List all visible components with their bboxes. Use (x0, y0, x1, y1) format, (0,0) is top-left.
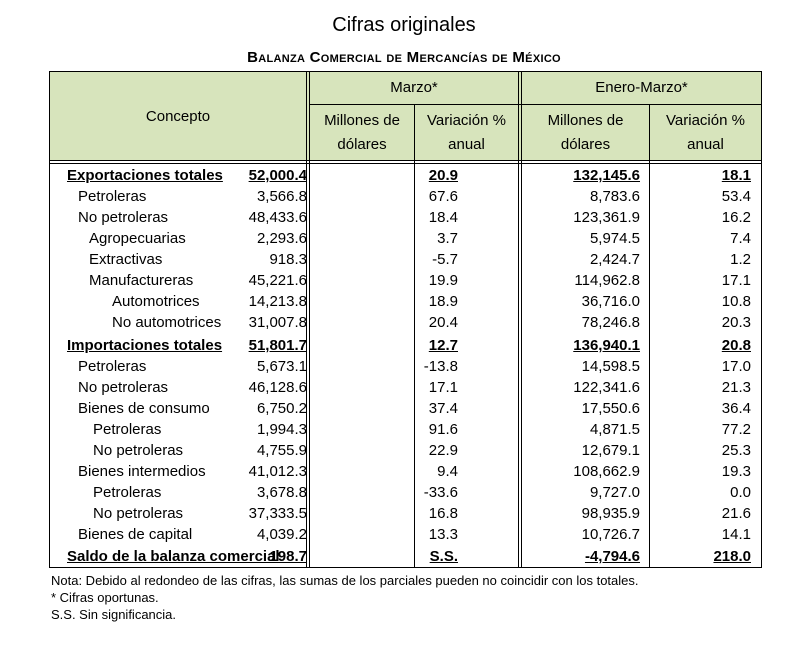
cell-em-millones: 136,940.1 (573, 337, 640, 354)
cell-marzo-variacion: 22.9 (428, 442, 458, 459)
table-row (50, 440, 761, 461)
table-row (50, 524, 761, 545)
table-row (50, 461, 761, 482)
cell-em-millones: 108,662.9 (573, 463, 640, 480)
note-sin-significancia: S.S. Sin significancia. (51, 607, 177, 622)
cell-marzo-variacion: 3.7 (437, 230, 458, 247)
cell-marzo-variacion: S.S. (429, 548, 458, 565)
table-row (50, 291, 761, 312)
cell-marzo-millones: 45,221.6 (248, 272, 307, 289)
cell-em-variacion: 18.1 (721, 167, 751, 184)
cell-em-variacion: 14.1 (721, 526, 751, 543)
row-label: Automotrices (112, 293, 200, 310)
cell-marzo-variacion: 20.9 (428, 167, 458, 184)
table-row (50, 503, 761, 524)
table-row (50, 312, 761, 333)
cell-em-variacion: 17.0 (721, 358, 751, 375)
cell-marzo-variacion: 20.4 (428, 314, 458, 331)
cell-em-variacion: 1.2 (730, 251, 751, 268)
table-row (50, 335, 761, 356)
row-label: Petroleras (93, 484, 162, 501)
row-label: Agropecuarias (89, 230, 186, 247)
row-label: Importaciones totales (67, 337, 223, 354)
cell-em-variacion: 19.3 (721, 463, 751, 480)
table-row (50, 228, 761, 249)
header-variacion-line1: Variación % (427, 112, 506, 129)
cell-marzo-variacion: 9.4 (437, 463, 458, 480)
cell-marzo-variacion: 37.4 (428, 400, 458, 417)
cell-em-millones: 4,871.5 (589, 421, 640, 438)
table-row (50, 356, 761, 377)
cell-marzo-millones: 918.3 (269, 251, 307, 268)
cell-em-variacion: 0.0 (730, 484, 751, 501)
table-row (50, 165, 761, 186)
row-label: Bienes de capital (78, 526, 193, 543)
cell-marzo-millones: 14,213.8 (248, 293, 307, 310)
header-marzo: Marzo* (390, 79, 438, 96)
header-variacion-line1: Variación % (666, 112, 745, 129)
row-label: Saldo de la balanza comercial (67, 548, 280, 565)
footnotes (51, 572, 639, 623)
cell-em-variacion: 21.3 (721, 379, 751, 396)
header-divider-top (309, 104, 761, 105)
row-label: Extractivas (89, 251, 163, 268)
cell-marzo-millones: 52,000.4 (248, 167, 307, 184)
cell-marzo-variacion: 67.6 (428, 188, 458, 205)
cell-em-millones: 123,361.9 (573, 209, 640, 226)
cell-em-millones: 10,726.7 (581, 526, 640, 543)
header-em-variacion (650, 109, 761, 157)
cell-em-millones: 122,341.6 (573, 379, 640, 396)
cell-marzo-millones: 198.7 (269, 548, 307, 565)
cell-marzo-millones: 3,566.8 (256, 188, 307, 205)
cell-em-millones: -4,794.6 (584, 548, 640, 565)
header-millones-line1: Millones de (547, 112, 624, 129)
cell-marzo-millones: 51,801.7 (248, 337, 307, 354)
row-label: Exportaciones totales (67, 167, 223, 184)
table-row (50, 377, 761, 398)
cell-marzo-millones: 4,039.2 (256, 526, 307, 543)
cell-em-millones: 9,727.0 (589, 484, 640, 501)
note-rounding: Nota: Debido al redondeo de las cifras, las sumas de los parciales pueden no coincidir con los totales. (51, 573, 639, 588)
cell-marzo-variacion: -33.6 (423, 484, 458, 501)
cell-marzo-variacion: 91.6 (428, 421, 458, 438)
cell-marzo-variacion: 18.9 (428, 293, 458, 310)
row-label: Bienes de consumo (78, 400, 210, 417)
table-row (50, 419, 761, 440)
table-row (50, 482, 761, 503)
header-em-millones (522, 109, 649, 157)
cell-marzo-variacion: 16.8 (428, 505, 458, 522)
header-divider-bottom-double (50, 163, 761, 164)
row-label: No automotrices (112, 314, 222, 331)
cell-em-millones: 98,935.9 (581, 505, 640, 522)
header-enero-marzo: Enero-Marzo* (595, 79, 688, 96)
cell-marzo-millones: 41,012.3 (248, 463, 307, 480)
cell-marzo-variacion: 17.1 (428, 379, 458, 396)
row-label: No petroleras (78, 209, 169, 226)
cell-marzo-millones: 6,750.2 (256, 400, 307, 417)
header-millones-line1: Millones de (324, 112, 400, 129)
cell-marzo-variacion: 19.9 (428, 272, 458, 289)
cell-em-millones: 14,598.5 (581, 358, 640, 375)
cell-marzo-millones: 31,007.8 (248, 314, 307, 331)
header-millones-line2: dólares (337, 136, 387, 153)
cell-em-millones: 114,962.8 (574, 272, 640, 289)
cell-em-variacion: 53.4 (721, 188, 751, 205)
header-marzo-millones (310, 109, 414, 157)
row-label: Petroleras (78, 188, 147, 205)
table-row (50, 249, 761, 270)
header-divider-bottom (50, 160, 761, 161)
cell-em-variacion: 7.4 (730, 230, 751, 247)
cell-marzo-millones: 1,994.3 (256, 421, 307, 438)
cell-marzo-millones: 3,678.8 (256, 484, 307, 501)
table-row (50, 398, 761, 419)
cell-em-variacion: 25.3 (721, 442, 751, 459)
table-row (50, 186, 761, 207)
cell-marzo-millones: 37,333.5 (248, 505, 307, 522)
cell-em-variacion: 21.6 (721, 505, 751, 522)
note-cifras-oportunas: * Cifras oportunas. (51, 590, 159, 605)
cell-em-millones: 78,246.8 (581, 314, 640, 331)
row-label: No petroleras (93, 442, 184, 459)
cell-em-millones: 36,716.0 (581, 293, 640, 310)
cell-em-millones: 132,145.6 (573, 167, 640, 184)
cell-em-variacion: 20.3 (721, 314, 751, 331)
cell-em-variacion: 16.2 (721, 209, 751, 226)
cell-marzo-variacion: 18.4 (428, 209, 458, 226)
cell-em-variacion: 218.0 (713, 548, 751, 565)
cell-em-millones: 2,424.7 (589, 251, 640, 268)
row-label: No petroleras (78, 379, 169, 396)
cell-em-variacion: 17.1 (721, 272, 751, 289)
cell-marzo-millones: 4,755.9 (256, 442, 307, 459)
cell-marzo-millones: 5,673.1 (256, 358, 307, 375)
cell-marzo-variacion: -5.7 (432, 251, 458, 268)
page-title: Cifras originales (332, 14, 476, 36)
cell-em-millones: 12,679.1 (581, 442, 640, 459)
row-label: Petroleras (93, 421, 162, 438)
table-row (50, 207, 761, 228)
cell-em-variacion: 20.8 (721, 337, 751, 354)
cell-marzo-millones: 46,128.6 (248, 379, 307, 396)
table-row (50, 270, 761, 291)
cell-em-millones: 8,783.6 (589, 188, 640, 205)
table-row (50, 546, 761, 567)
cell-em-variacion: 77.2 (721, 421, 751, 438)
cell-em-variacion: 36.4 (721, 400, 751, 417)
header-millones-line2: dólares (560, 136, 611, 153)
cell-marzo-millones: 2,293.6 (256, 230, 307, 247)
row-label: Manufactureras (89, 272, 194, 289)
cell-em-millones: 17,550.6 (581, 400, 640, 417)
row-label: No petroleras (93, 505, 184, 522)
row-label: Bienes intermedios (78, 463, 206, 480)
header-variacion-line2: anual (687, 136, 724, 153)
header-marzo-variacion (415, 109, 518, 157)
table-title: Balanza Comercial de Mercancías de México (247, 49, 561, 66)
header-concepto: Concepto (145, 108, 211, 125)
cell-marzo-millones: 48,433.6 (248, 209, 307, 226)
cell-marzo-variacion: 13.3 (428, 526, 458, 543)
cell-em-variacion: 10.8 (721, 293, 751, 310)
cell-marzo-variacion: -13.8 (423, 358, 458, 375)
header-variacion-line2: anual (448, 136, 485, 153)
row-label: Petroleras (78, 358, 147, 375)
cell-em-millones: 5,974.5 (589, 230, 640, 247)
cell-marzo-variacion: 12.7 (428, 337, 458, 354)
